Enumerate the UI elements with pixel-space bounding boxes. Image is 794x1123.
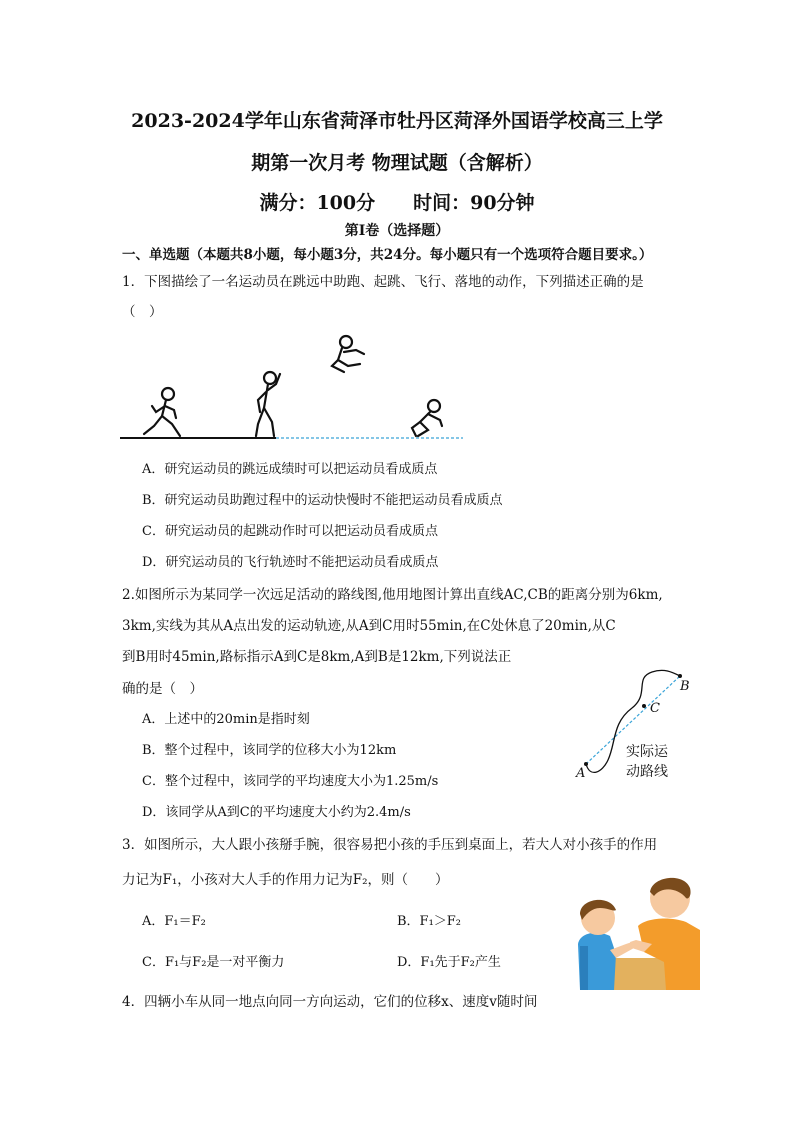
runner-figure (144, 388, 180, 436)
question-2-line-3: 到B用时45min,路标指示A到C是8km,A到B是12km,下列说法正 (122, 649, 512, 665)
question-1-paren: （ ） (122, 304, 163, 320)
question-4-line-1: 4．四辆小车从同一地点向同一方向运动，它们的位移x、速度v随时间 (122, 994, 538, 1010)
full-score: 满分：100分 (259, 192, 376, 214)
q2-option-d: D．该同学从A到C的平均速度大小约为2.4m/s (142, 805, 411, 820)
arm-wrestling-figure (574, 870, 706, 992)
label-c: C (650, 701, 660, 716)
q2-option-a: A．上述中的20min是指时刻 (142, 712, 310, 727)
label-a: A (576, 766, 586, 781)
q1-option-b: B．研究运动员助跑过程中的运动快慢时不能把运动员看成质点 (142, 493, 503, 508)
paper-title-line-1: 2023-2024学年山东省菏泽市牡丹区菏泽外国语学校高三上学 (131, 110, 663, 132)
q2-option-c: C．整个过程中，该同学的平均速度大小为1.25m/s (142, 774, 439, 789)
point-c-dot (642, 704, 646, 708)
q3-option-d: D．F₁先于F₂产生 (397, 955, 501, 970)
question-2-line-4: 确的是（ ） (122, 681, 203, 697)
volume-heading: 第Ⅰ卷（选择题） (344, 223, 450, 239)
flight-figure (332, 336, 364, 372)
route-caption-2: 动路线 (626, 764, 668, 780)
question-2-line-2: 3km,实线为其从A点出发的运动轨迹,从A到C用时55min,在C处休息了20min,从C (122, 618, 616, 634)
landing-figure (412, 400, 442, 436)
question-2-line-1: 2.如图所示为某同学一次远足活动的路线图,他用地图计算出直线AC,CB的距离分别为6km, (122, 587, 663, 603)
score-time-line (0, 188, 794, 215)
question-3-line-2: 力记为F₁，小孩对大人手的作用力记为F₂，则（ ） (122, 872, 449, 888)
q3-option-b: B．F₁＞F₂ (397, 914, 462, 929)
exam-time: 时间：90分钟 (413, 192, 535, 214)
point-b-dot (678, 674, 682, 678)
question-3-line-1: 3．如图所示，大人跟小孩掰手腕，很容易把小孩的手压到桌面上，若大人对小孩手的作用 (122, 837, 658, 853)
q1-option-a: A．研究运动员的跳远成绩时可以把运动员看成质点 (142, 462, 438, 477)
route-figure (572, 668, 702, 788)
route-caption-1: 实际运 (626, 744, 668, 760)
q2-option-b: B．整个过程中，该同学的位移大小为12km (142, 743, 397, 758)
question-1-stem: 1．下图描绘了一名运动员在跳远中助跑、起跳、飞行、落地的动作，下列描述正确的是 (122, 274, 644, 290)
long-jump-figure (118, 330, 468, 445)
q1-option-c: C．研究运动员的起跳动作时可以把运动员看成质点 (142, 524, 438, 539)
q3-option-c: C．F₁与F₂是一对平衡力 (142, 955, 285, 970)
q1-option-d: D．研究运动员的飞行轨迹时不能把运动员看成质点 (142, 555, 439, 570)
paper-title-line-2: 期第一次月考 物理试题（含解析） (251, 152, 543, 174)
section-heading: 一、单选题（本题共8小题，每小题3分，共24分。每小题只有一个选项符合题目要求。） (122, 247, 653, 263)
takeoff-figure (256, 372, 280, 436)
label-b: B (680, 679, 690, 694)
q3-option-a: A．F₁＝F₂ (142, 914, 206, 929)
